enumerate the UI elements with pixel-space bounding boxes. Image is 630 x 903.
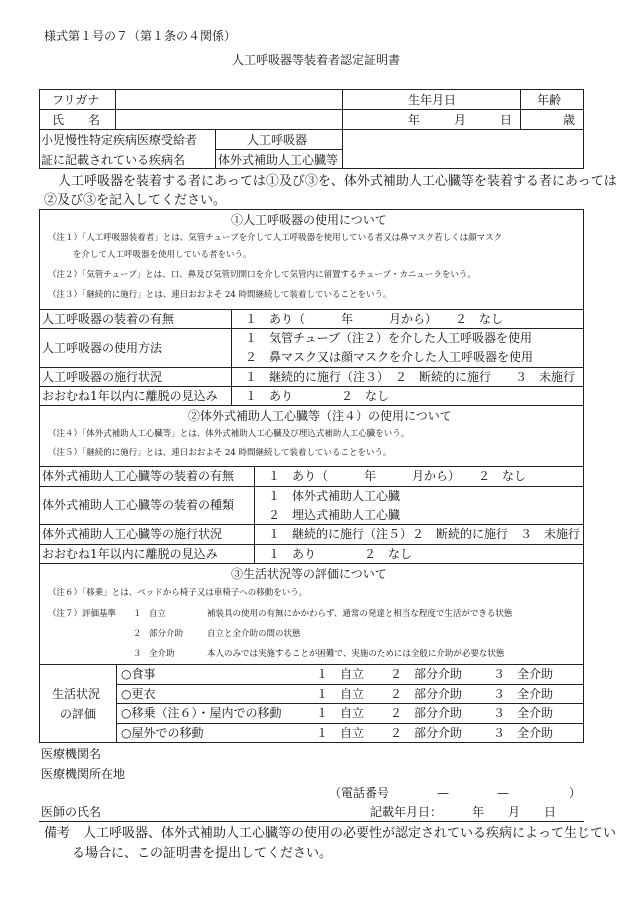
section1-note1b: を介して人工呼吸器を使用している者をいう。 (73, 250, 252, 260)
section1-heading: ①人工呼吸器の使用について (231, 213, 387, 227)
eval-dressing-opt1: １ 自立 (316, 687, 365, 701)
form-title: 人工呼吸器等装着者認定証明書 (232, 53, 401, 67)
s2-row4-value: １ あり ２ なし (268, 547, 413, 561)
eval-transfer-opt1: １ 自立 (316, 706, 365, 720)
s1-row3-label: 人工呼吸器の施行状況 (42, 370, 163, 384)
phone-label: （電話番号 — — ） (329, 786, 582, 800)
eval-outdoor-opt1: １ 自立 (316, 726, 365, 740)
s1-row1-value: １ あり（ 年 月から） ２ なし (245, 312, 504, 326)
eval-meal-opt1: １ 自立 (316, 667, 365, 681)
record-date-label: 記載年月日： 年 月 日 (370, 805, 557, 819)
furigana-label: フリガナ (52, 93, 100, 107)
section3-note7-prefix: （注７）評価基準 (48, 609, 117, 619)
ventilator-label: 人工呼吸器 (247, 133, 308, 147)
criterion3-num: ３ (133, 649, 142, 659)
s1-row4-value: １ あり ２ なし (245, 389, 390, 403)
eval-label-line1: 生活状況 (52, 687, 101, 701)
eval-item-transfer: ○移乗（注６）・屋内での移動 (121, 706, 282, 720)
eval-item-outdoor: ○屋外での移動 (121, 726, 204, 740)
birth-month-unit: 月 (454, 113, 467, 127)
criterion1-desc: 補装具の使用の有無にかかわらず、通常の発達と相当な程度で生活ができる状態 (207, 609, 513, 619)
institution-address-label: 医療機関所在地 (41, 767, 126, 781)
criterion2-desc: 自立と全介助の間の状態 (207, 629, 301, 639)
eval-label-line2: の評価 (60, 707, 97, 721)
eval-dressing-opt3: ３ 全介助 (493, 687, 554, 701)
s2-row4-label: おおむね1年以内に離脱の見込み (42, 547, 218, 561)
eval-transfer-opt3: ３ 全介助 (493, 706, 554, 720)
birth-year-unit: 年 (408, 113, 421, 127)
disease-label-line1: 小児慢性特定疾病医療受給者 (41, 133, 198, 147)
s2-row3-value: １ 継続的に施行（注５）２ 断続的に施行 ３ 未施行 (268, 527, 581, 541)
s1-row2-label: 人工呼吸器の使用方法 (42, 341, 163, 355)
age-unit: 歳 (563, 113, 576, 127)
section1-note3: （注３）「継続的に施行」とは、連日おおよそ 24 時間継続して装着していることをいう。 (48, 290, 392, 300)
birth-day-unit: 日 (500, 113, 513, 127)
criterion2-num: ２ (133, 629, 142, 639)
s1-row4-label: おおむね1年以内に離脱の見込み (42, 389, 218, 403)
eval-meal-opt2: ２ 部分介助 (390, 667, 463, 681)
criterion1-name: 自立 (149, 609, 167, 619)
s2-row2-value1: １ 体外式補助人工心臓 (268, 489, 401, 503)
section3-note6: （注６）「移乗」とは、ベッドから椅子又は車椅子への移動をいう。 (48, 588, 308, 598)
remarks-line2: る場合に、この証明書を提出してください。 (72, 846, 333, 861)
name-label: 氏 名 (52, 113, 101, 127)
section1-note2: （注２）「気管チューブ」とは、口、鼻及び気管切開口を介して気管内に留置するチューブ・カニューラをいう。 (48, 270, 476, 280)
age-label: 年齢 (537, 93, 562, 107)
criterion2-name: 部分介助 (149, 629, 184, 639)
s2-row1-value: １ あり（ 年 月から） ２ なし (268, 469, 527, 483)
footer-rule (39, 821, 584, 822)
eval-dressing-opt2: ２ 部分介助 (390, 687, 463, 701)
s1-row2-value2: ２ 鼻マスク又は顔マスクを介した人工呼吸器を使用 (245, 350, 534, 364)
form-number: 様式第１号の７（第１条の４関係） (44, 29, 237, 43)
section2-note5: （注５）「継続的に施行」とは、連日おおよそ 24 時間継続して装着していることをいう。 (48, 448, 392, 458)
s1-row2-value1: １ 気管チューブ（注２）を介した人工呼吸器を使用 (245, 331, 533, 345)
eval-outdoor-opt2: ２ 部分介助 (390, 726, 463, 740)
eval-meal-opt3: ３ 全介助 (493, 667, 554, 681)
criterion3-desc: 本人のみでは実施することが困難で、実施のためには全般に介助が必要な状態 (207, 649, 505, 659)
section2-heading: ②体外式補助人工心臓等（注４）の使用について (188, 409, 452, 423)
eval-item-meal: ○食事 (121, 667, 156, 681)
disease-label-line2: 証に記載されている疾病名 (41, 153, 186, 167)
s2-row2-label: 体外式補助人工心臓等の装着の種類 (42, 498, 235, 512)
s2-row3-label: 体外式補助人工心臓等の施行状況 (42, 527, 223, 541)
eval-outdoor-opt3: ３ 全介助 (493, 726, 554, 740)
doctor-name-label: 医師の氏名 (41, 805, 102, 819)
medical-institution-label: 医療機関名 (41, 747, 102, 761)
s1-row3-value: １ 継続的に施行（注３） ２ 断続的に施行 ３ 未施行 (245, 370, 576, 384)
vad-label: 体外式補助人工心臓等 (218, 153, 339, 167)
s2-row1-label: 体外式補助人工心臓等の装着の有無 (42, 469, 235, 483)
eval-transfer-opt2: ２ 部分介助 (390, 706, 463, 720)
instruction-line2: ②及び③を記入してください。 (44, 193, 227, 208)
section3-heading: ③生活状況等の評価について (231, 567, 387, 581)
birth-date-label: 生年月日 (408, 93, 457, 107)
criterion3-name: 全介助 (149, 649, 175, 659)
criterion1-num: １ (133, 609, 142, 619)
instruction-line1: 人工呼吸器を装着する者にあっては①及び③を、体外式補助人工心臓等を装着する者にあっては (58, 174, 617, 189)
section1-note1a: （注１）「人工呼吸器装着者」とは、気管チューブを介して人工呼吸器を使用している者又は鼻マスク若しくは顔マスク (48, 233, 503, 243)
s2-row2-value2: ２ 埋込式補助人工心臓 (268, 508, 401, 522)
eval-item-dressing: ○更衣 (121, 687, 156, 701)
section2-note4: （注４）「体外式補助人工心臓等」とは、体外式補助人工心臓及び埋込式補助人工心臓をいう。 (48, 429, 410, 439)
s1-row1-label: 人工呼吸器の装着の有無 (42, 312, 175, 326)
remarks-line1: 備考 人工呼吸器、体外式補助人工心臓等の使用の必要性が認定されている疾病によって生じてい (44, 826, 617, 841)
